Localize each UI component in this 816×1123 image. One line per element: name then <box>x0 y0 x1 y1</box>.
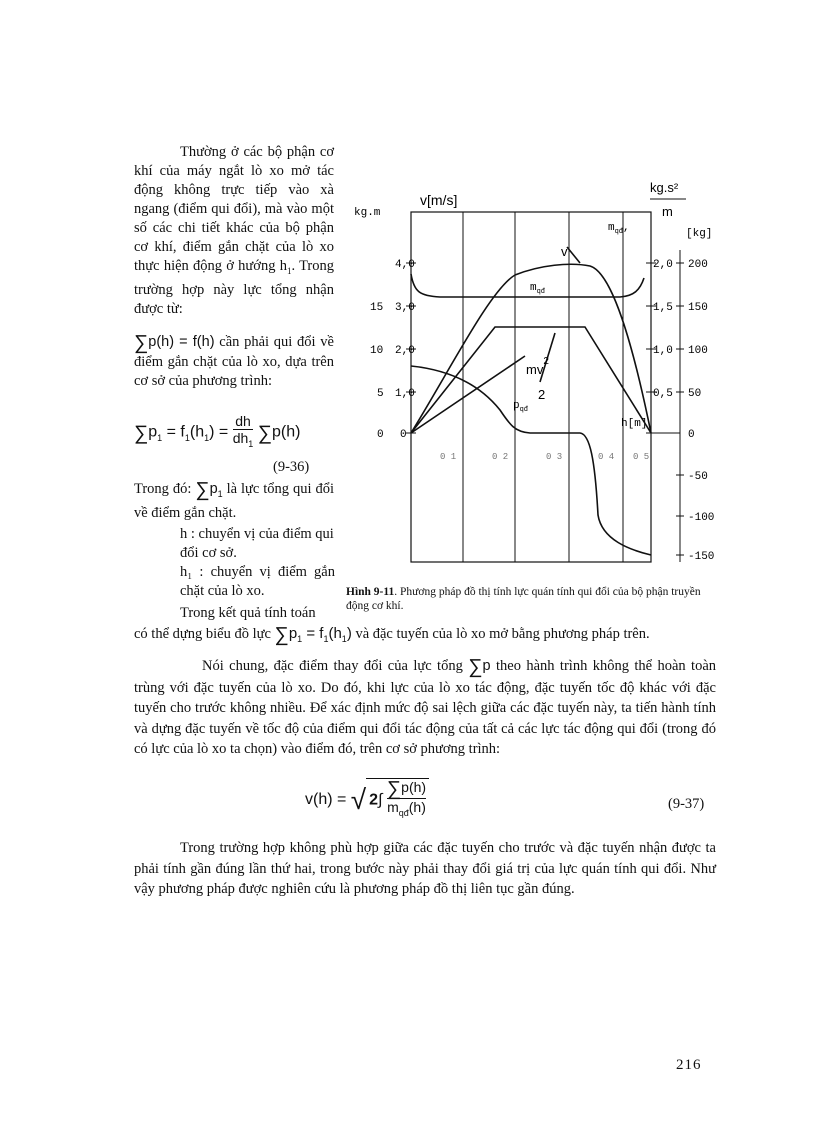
intro-paragraph: Thường ở các bộ phận cơ khí của máy ngắt lò xo mở tác động không trực tiếp vào xà ngang (điểm qui đổi), mà vào một số các chi tiết khác của bộ phận cơ khí, điểm gắn chặt của lò xo thực hiện động ở hướng $h_1$. Trong trường hợp này lực tổng nhận được từ: <box>134 144 335 317</box>
mv-bottom-label: 2 <box>538 387 546 402</box>
left-tick-0: 0 <box>377 429 384 441</box>
mv2-curve <box>411 327 651 433</box>
m-qd-curve <box>411 274 644 297</box>
m-mid-label: $m_{qđ}$ <box>530 282 546 296</box>
kg-tick-100: 100 <box>688 345 708 357</box>
equation-9-37: v(h) = √ 2∫ ∑p(h) $m_{qđ}(h)$ <box>305 778 429 822</box>
mid-tick-0-5: 0,5 <box>653 388 673 400</box>
svg-text:0 4: 0 4 <box>598 452 615 462</box>
h-axis-label: h[m] <box>621 418 648 430</box>
kg-tick-50: 50 <box>688 388 702 400</box>
svg-text:0 2: 0 2 <box>492 452 509 462</box>
v-curve-label: v <box>561 244 568 259</box>
mid-tick-2-0: 2,0 <box>653 259 673 271</box>
eq-number-36: (9-36) <box>273 459 310 475</box>
last-line: Trong kết quả tính toán <box>180 605 316 621</box>
kg-tick-minus50: -50 <box>688 471 708 483</box>
page-number: 216 <box>676 1057 702 1073</box>
m-top-label: $m_{qđ}$, <box>608 222 630 236</box>
definition-h: h : chuyển vị của điểm qui đổi cơ sở. <box>180 526 334 561</box>
kg-tick-200: 200 <box>688 259 708 271</box>
svg-text:0 1: 0 1 <box>440 452 457 462</box>
v-tick-1: 1,0 <box>395 388 415 400</box>
p-label: $p_{qđ}$ <box>513 400 529 414</box>
main-paragraph: Nói chung, đặc điểm thay đổi của lực tổng ∑p theo hành trình không thể hoàn toàn trùng với đặc tuyến của lò xo. Do đó, khi lực của lò xo tác động, đặc tuyến tốc độ khác với đặc tuyến cho trước không nhiều. Để xác định mức độ sai lệch giữa các đặc tuyến này, ta tiến hành tính và dựng đặc tuyến về tốc độ của điểm qui đổi tác động của tất cả các lực tác động qui đổi (trong đó có lực của lò xo ta chọn) vào điểm đó, trên cơ sở phương trình: <box>134 656 717 757</box>
equation-9-36: $\sum p_1 = f_1(h_1)$ = $\frac{dh}{dh_1}$ ∑p(h) <box>134 413 301 449</box>
eq-number-37: (9-37) <box>668 796 705 812</box>
left-unit-label: kg.m <box>354 207 381 219</box>
v-axis-label: v[m/s] <box>420 192 458 208</box>
left-tick-5: 5 <box>377 388 384 400</box>
formula-sum-p: ∑p(h) = f(h) <box>134 332 215 354</box>
svg-text:0 3: 0 3 <box>546 452 563 462</box>
where-text: Trong đó: $\sum p_1$ là lực tổng qui đổi về điểm gắn chặt. <box>134 479 334 521</box>
kg-tick-150: 150 <box>688 302 708 314</box>
left-tick-15: 15 <box>370 302 384 314</box>
kg-unit-label: [kg] <box>686 228 713 240</box>
mid-tick-1-5: 1,5 <box>653 302 673 314</box>
definition-h1: h₁ : chuyển vị điểm gắn chặt của lò xo. <box>180 564 335 599</box>
mv-top-label: $mv^2$ <box>526 356 549 377</box>
right-unit-top: kg.s² <box>650 180 679 195</box>
figure-caption: Hình 9-11. Phương pháp đồ thị tính lực quán tính qui đổi của bộ phận truyền động cơ khí. <box>346 585 701 612</box>
force-graph <box>340 170 720 570</box>
build-line: có thể dựng biểu đồ lực $\sum p_1 = f_1(h_1)$ và đặc tuyến của lò xo mở bằng phương pháp trên. <box>134 624 650 646</box>
kg-tick-0: 0 <box>688 429 695 441</box>
kg-tick-minus100: -100 <box>688 512 715 524</box>
formula-sum-intro: ∑p(h) = f(h) cần phải qui đổi về điểm gắn chặt của lò xo, dựa trên cơ sở của phương trình: <box>134 332 334 389</box>
right-unit-bottom: m <box>662 204 673 219</box>
v-tick-2: 2,0 <box>395 345 415 357</box>
v-tick-4: 4,0 <box>395 259 415 271</box>
closing-paragraph: Trong trường hợp không phù hợp giữa các đặc tuyến cho trước và đặc tuyến nhận được ta phải tính gần đúng lần thứ hai, trong bước này phải thay đổi giá trị của lực quán tính qui đổi. Như vậy phương pháp được nghiên cứu là phương pháp đồ thị liên tục gần đúng. <box>134 840 716 897</box>
kg-tick-minus150: -150 <box>688 551 715 563</box>
v-tick-3: 3,0 <box>395 302 415 314</box>
mid-tick-1-0: 1,0 <box>653 345 673 357</box>
left-tick-10: 10 <box>370 345 384 357</box>
v-tick-0: 0 <box>400 429 407 441</box>
svg-text:0 5: 0 5 <box>633 452 650 462</box>
